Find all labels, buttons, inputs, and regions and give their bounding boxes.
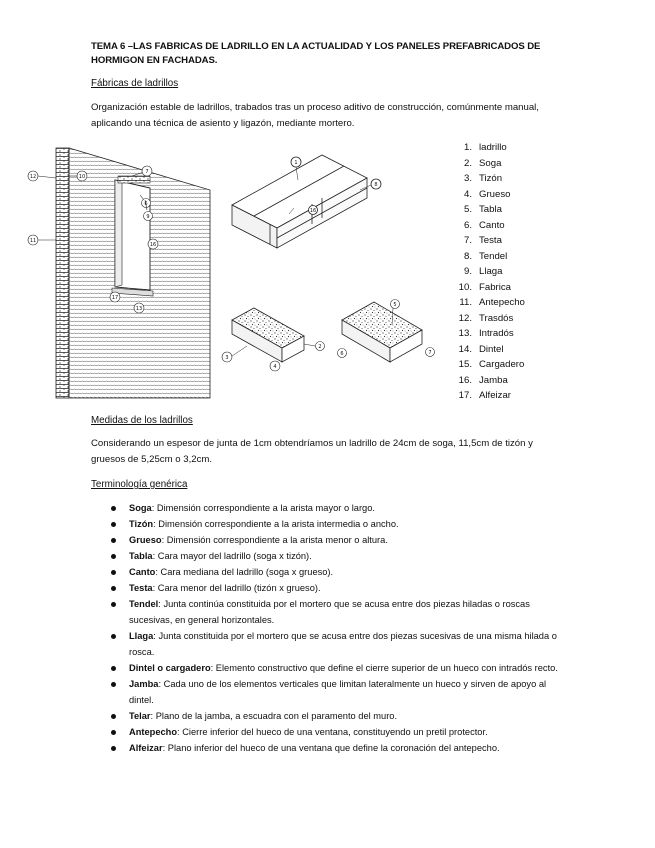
callout-12: 12 bbox=[29, 174, 37, 180]
wall-section bbox=[56, 148, 69, 398]
section-text-medidas: Considerando un espesor de junta de 1cm obtendríamos un ladrillo de 24cm de soga, 11,5cm de tizón y gruesos de 5,25cm o 3,2cm. bbox=[91, 438, 533, 465]
list-item: Tabla: Cara mayor del ladrillo (soga x tizón). bbox=[111, 548, 566, 564]
list-item: Telar: Plano de la jamba, a escuadra con el paramento del muro. bbox=[111, 708, 566, 724]
brick-assembly-top bbox=[232, 155, 381, 248]
list-item: 1. ladrillo bbox=[463, 142, 507, 153]
list-item: 10. Fabrica bbox=[458, 281, 511, 293]
document-title: TEMA 6 –LAS FABRICAS DE LADRILLO EN LA ACTUALIDAD Y LOS PANELES PREFABRICADOS DE HORMIGON EN FACHADAS. bbox=[91, 41, 541, 66]
list-item: 16. Jamba bbox=[458, 374, 508, 386]
callout-8: 8 bbox=[374, 182, 378, 188]
callout-16-assembly: 16 bbox=[309, 208, 317, 214]
list-item: 15. Cargadero bbox=[458, 359, 525, 370]
bullet-icon bbox=[111, 602, 116, 607]
callout-13: 13 bbox=[135, 306, 143, 312]
bullet-icon bbox=[111, 682, 116, 687]
bullet-icon bbox=[111, 730, 116, 735]
list-item: Jamba: Cada uno de los elementos verticales que limitan lateralmente un hueco y sirven de apoyo al dintel. bbox=[111, 676, 566, 708]
callout-2: 2 bbox=[318, 344, 322, 350]
callout-6: 6 bbox=[144, 201, 148, 207]
bullet-icon bbox=[111, 714, 116, 719]
section-heading-terminologia: Terminología genérica bbox=[91, 479, 188, 490]
callout-10: 10 bbox=[78, 174, 86, 180]
bullet-icon bbox=[111, 522, 116, 527]
list-item: 6. Canto bbox=[463, 219, 505, 231]
bullet-icon bbox=[111, 666, 116, 671]
wall-face bbox=[69, 148, 210, 398]
callout-16-wall: 16 bbox=[149, 242, 157, 248]
callout-5: 5 bbox=[393, 302, 397, 308]
list-item: 4. Grueso bbox=[463, 188, 511, 200]
list-item: Llaga: Junta constituida por el mortero que se acusa entre dos piezas sucesivas de una misma hilada o rosca. bbox=[111, 628, 566, 660]
callout-17: 17 bbox=[111, 295, 119, 301]
brick-wall-illustration bbox=[22, 140, 442, 402]
brick-right bbox=[338, 300, 435, 363]
list-item: 7. Testa bbox=[463, 235, 502, 246]
callout-3: 3 bbox=[225, 355, 229, 361]
callout-11: 11 bbox=[29, 238, 37, 244]
list-item: Canto: Cara mediana del ladrillo (soga x grueso). bbox=[111, 564, 566, 580]
list-item: Testa: Cara menor del ladrillo (tizón x grueso). bbox=[111, 580, 566, 596]
section-heading-medidas: Medidas de los ladrillos bbox=[91, 415, 193, 426]
list-item: 13. Intradós bbox=[458, 328, 514, 339]
list-item: 8. Tendel bbox=[463, 250, 508, 262]
list-item: Soga: Dimensión correspondiente a la arista mayor o largo. bbox=[111, 500, 566, 516]
list-item: 5. Tabla bbox=[463, 204, 502, 215]
bullet-icon bbox=[111, 570, 116, 575]
list-item: 12. Trasdós bbox=[458, 312, 514, 324]
callout-7-brick: 7 bbox=[428, 350, 432, 356]
list-item: Grueso: Dimensión correspondiente a la arista menor o altura. bbox=[111, 532, 566, 548]
bullet-icon bbox=[111, 634, 116, 639]
list-item: Dintel o cargadero: Elemento constructivo que define el cierre superior de un hueco con intradós recto. bbox=[111, 660, 566, 676]
list-item: 14. Dintel bbox=[458, 343, 504, 355]
bullet-icon bbox=[111, 554, 116, 559]
callout-6-brick: 6 bbox=[340, 351, 344, 357]
list-item: Tendel: Junta continúa constituida por el mortero que se acusa entre dos piezas hiladas o roscas sucesivas, en general horizontales. bbox=[111, 596, 566, 628]
list-item: 11. Antepecho bbox=[459, 297, 525, 308]
list-item: 2. Soga bbox=[463, 157, 502, 169]
list-item: Tizón: Dimensión correspondiente a la arista intermedia o ancho. bbox=[111, 516, 566, 532]
bullet-icon bbox=[111, 586, 116, 591]
section-heading-fabricas: Fábricas de ladrillos bbox=[91, 78, 179, 89]
brick-left bbox=[222, 308, 325, 371]
list-item: 9. Llaga bbox=[463, 266, 503, 277]
terminology-list bbox=[111, 500, 566, 756]
bullet-icon bbox=[111, 506, 116, 511]
list-item: 3. Tizón bbox=[463, 173, 503, 184]
list-item: 17. Alfeizar bbox=[458, 390, 511, 401]
terms-legend-list bbox=[454, 140, 525, 404]
callout-1: 1 bbox=[294, 160, 298, 166]
callout-4: 4 bbox=[273, 364, 277, 370]
list-item: Alfeizar: Plano inferior del hueco de una ventana que define la coronación del antepecho. bbox=[111, 740, 566, 756]
callout-9: 9 bbox=[146, 214, 150, 220]
list-item: Antepecho: Cierre inferior del hueco de una ventana, constituyendo un pretil protector. bbox=[111, 724, 566, 740]
bullet-icon bbox=[111, 746, 116, 751]
section-text-fabricas: Organización estable de ladrillos, trabados tras un proceso aditivo de construcción, comúnmente manual, aplicando una técnica de asiento y ligazón, mediante mortero. bbox=[91, 102, 539, 129]
bullet-icon bbox=[111, 538, 116, 543]
callout-7: 7 bbox=[145, 169, 149, 175]
